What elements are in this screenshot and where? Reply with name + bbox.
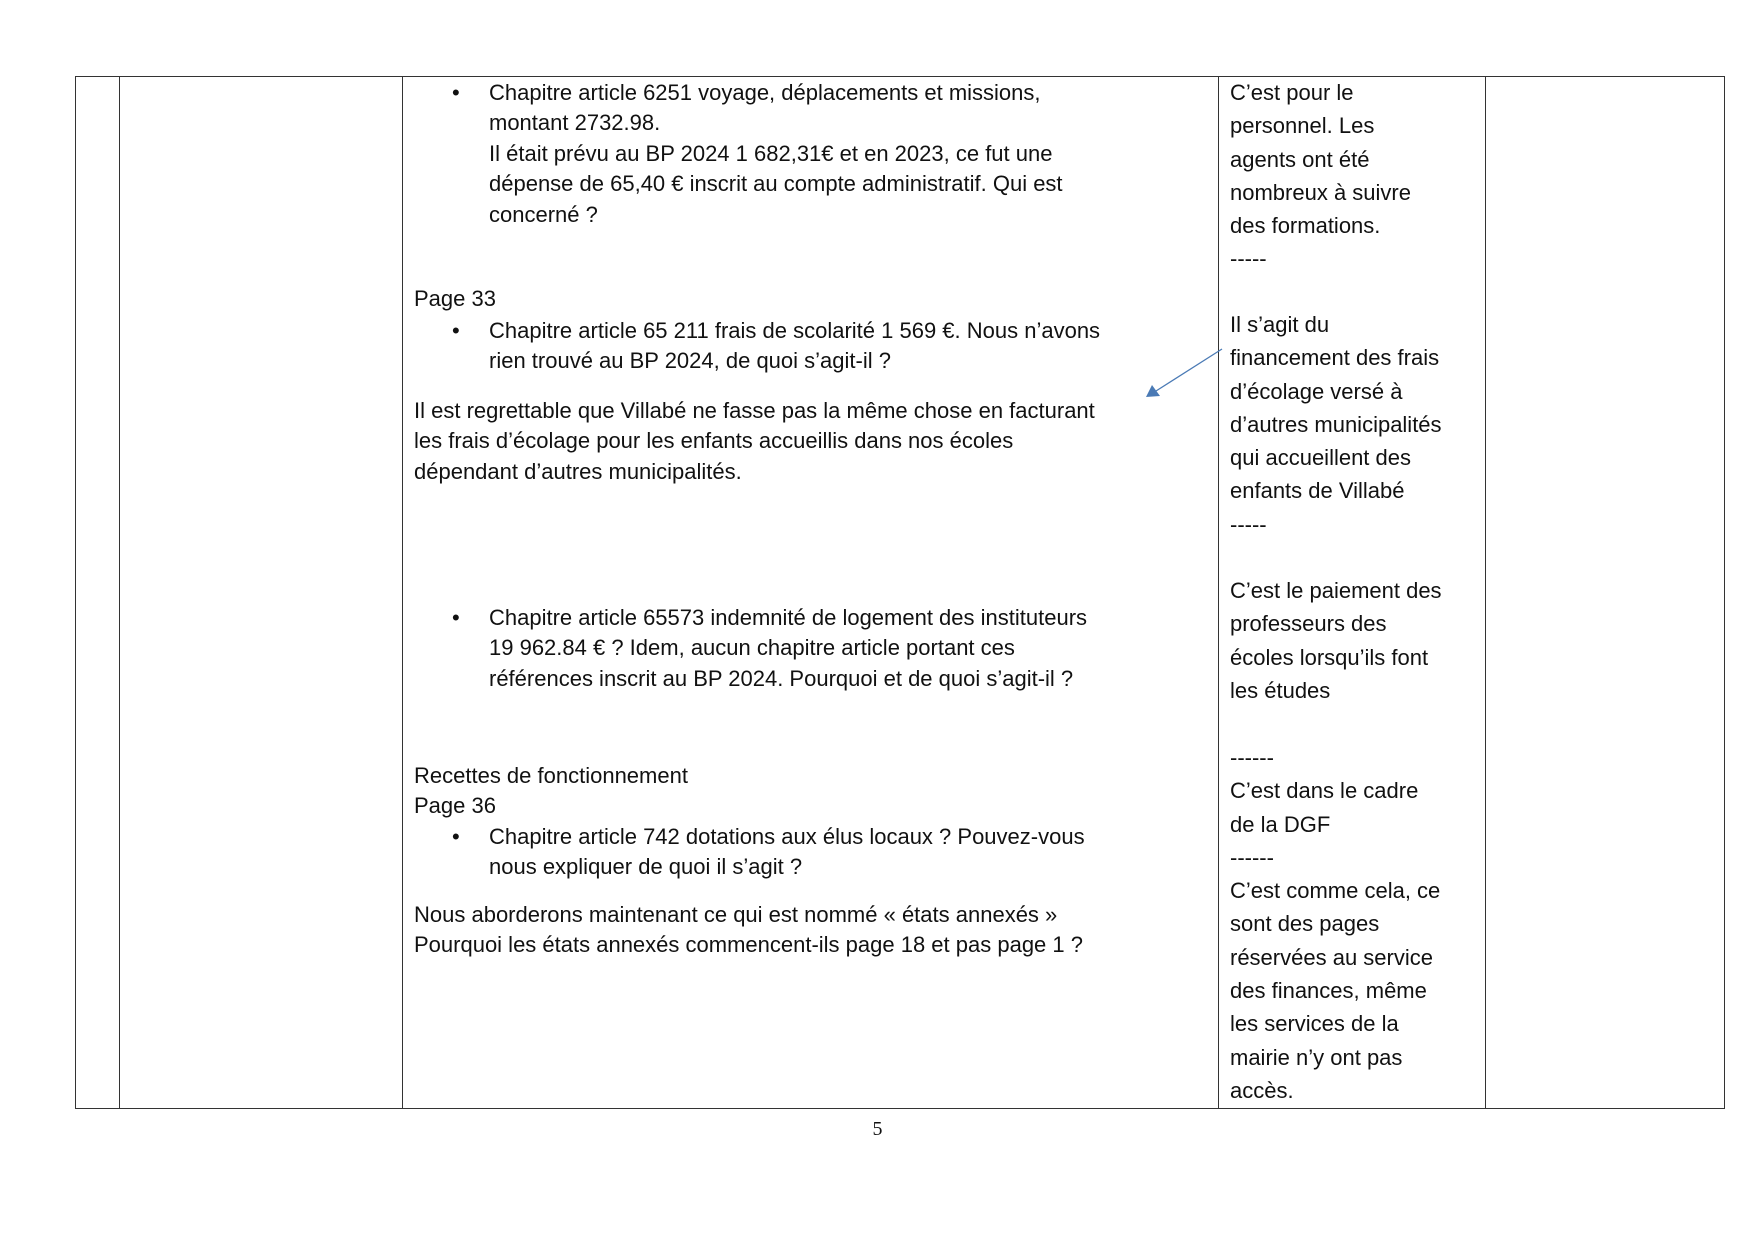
text-line: nombreux à suivre	[1230, 179, 1411, 205]
page-33-heading: Page 33	[414, 286, 496, 311]
text-line: Nous aborderons maintenant ce qui est nommé « états annexés »	[414, 902, 1058, 927]
text-line: dépense de 65,40 € inscrit au compte administratif. Qui est	[489, 171, 1063, 197]
text-line: rien trouvé au BP 2024, de quoi s’agit-il ?	[489, 348, 891, 374]
text-line: Chapitre article 6251 voyage, déplacements et missions,	[489, 80, 1041, 105]
text-line: des formations.	[1230, 213, 1381, 239]
text-line: Pourquoi les états annexés commencent-ils page 18 et pas page 1 ?	[414, 932, 1083, 958]
text-line: Chapitre article 742 dotations aux élus locaux ? Pouvez-vous	[489, 824, 1085, 849]
text-line: Il est regrettable que Villabé ne fasse pas la même chose en facturant	[414, 398, 1095, 423]
text-line: C’est le paiement des	[1230, 578, 1442, 603]
page-number: 5	[872, 1118, 883, 1140]
text-line: d’écolage versé à	[1230, 378, 1403, 404]
text-line: références inscrit au BP 2024. Pourquoi et de quoi s’agit-il ?	[489, 665, 1074, 691]
text-line: C’est dans le cadre	[1230, 778, 1419, 804]
bullet-icon: •	[452, 318, 460, 343]
text-line: nous expliquer de quoi il s’agit ?	[489, 854, 803, 880]
text-line: concerné ?	[489, 201, 598, 227]
text-line: dépendant d’autres municipalités.	[414, 458, 742, 484]
text-line: Chapitre article 65 211 frais de scolarité 1 569 €. Nous n’avons	[489, 318, 1101, 343]
separator: -----	[1230, 511, 1267, 537]
text-line: écoles lorsqu’ils font	[1230, 644, 1429, 670]
text-line: sont des pages	[1230, 911, 1380, 937]
text-line: Il était prévu au BP 2024 1 682,31€ et en 2023, ce fut une	[489, 140, 1053, 166]
bullet-icon: •	[452, 605, 460, 630]
text-line: financement des frais	[1230, 345, 1440, 371]
text-line: les études	[1230, 677, 1331, 703]
text-line: 19 962.84 € ? Idem, aucun chapitre article portant ces	[489, 635, 1015, 661]
text-line: C’est pour le	[1230, 80, 1354, 105]
text-line: Il s’agit du	[1230, 312, 1330, 337]
text-line: d’autres municipalités	[1230, 411, 1442, 437]
text-line: accès.	[1230, 1077, 1294, 1103]
text-line: montant 2732.98.	[489, 110, 661, 136]
text-line: Chapitre article 65573 indemnité de logement des instituteurs	[489, 605, 1088, 630]
page-36-heading: Page 36	[414, 793, 496, 819]
bullet-icon: •	[452, 824, 460, 849]
text-line: des finances, même	[1230, 978, 1427, 1004]
text-line: agents ont été	[1230, 146, 1370, 172]
text-line: réservées au service	[1230, 944, 1433, 970]
separator: ------	[1230, 844, 1274, 870]
section-title: Recettes de fonctionnement	[414, 763, 688, 788]
text-line: les frais d’écolage pour les enfants accueillis dans nos écoles	[414, 428, 1014, 454]
bullet-icon: •	[452, 80, 460, 105]
text-line: mairie n’y ont pas	[1230, 1044, 1403, 1070]
text-line: personnel. Les	[1230, 113, 1375, 139]
text-line: C’est comme cela, ce	[1230, 878, 1441, 904]
separator: ------	[1230, 745, 1274, 770]
text-line: professeurs des	[1230, 611, 1387, 637]
text-line: qui accueillent des	[1230, 445, 1412, 471]
separator: -----	[1230, 246, 1267, 272]
text-line: enfants de Villabé	[1230, 478, 1405, 504]
text-line: de la DGF	[1230, 811, 1331, 837]
text-line: les services de la	[1230, 1011, 1399, 1037]
